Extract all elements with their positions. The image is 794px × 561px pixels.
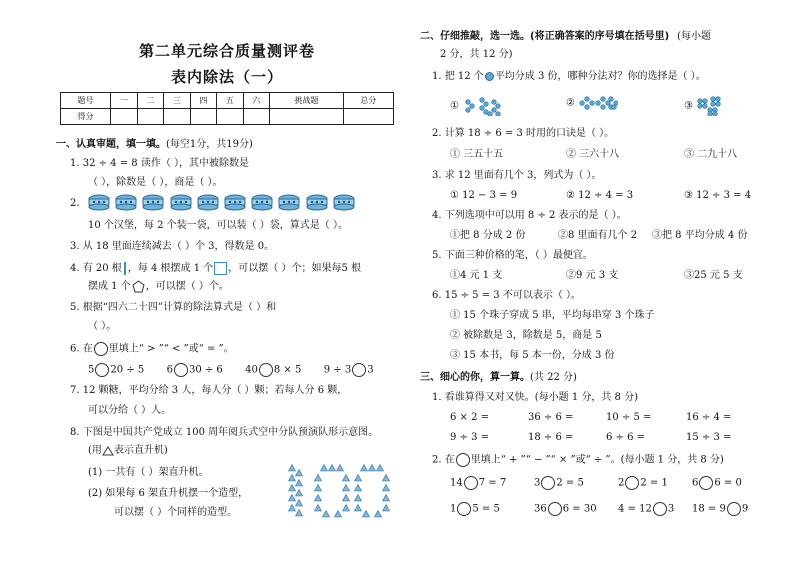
choice-3-option-2[interactable]: ② 12 ÷ 4 = 3 (566, 190, 634, 201)
calc-1-note: (每小题 1 分，共 8 分) (534, 392, 638, 403)
calc-2-title: 2. 在 (432, 454, 455, 466)
score-cell: 二 (137, 93, 164, 109)
calc-2-note: (每小题 1 分，共 8 分) (620, 454, 724, 466)
score-input-cell[interactable] (243, 109, 270, 125)
question-7-line-1: 7. 12 颗糖，平均分给 3 人，每人分（ ）颗；若每人分 6 颗， (70, 385, 348, 396)
score-input-cell[interactable] (190, 109, 217, 125)
answer-circle[interactable] (727, 502, 741, 516)
choice-6-text: 6. 15 ÷ 5 = 3 不可以表示（ ）。 (432, 290, 581, 301)
score-input-cell[interactable] (343, 109, 393, 125)
compare-value: 8 × 5 (273, 364, 302, 376)
hamburger-icon (115, 194, 137, 211)
helicopter-formation-diagram (286, 462, 390, 520)
choice-1-text (432, 70, 706, 84)
operand: 14 (450, 477, 463, 489)
operator-item[interactable] (450, 476, 506, 491)
hamburger-icon (306, 194, 328, 211)
operand: 9 (741, 503, 749, 515)
section-1-note: (每空1分，共19分) (166, 139, 253, 150)
section-2-heading (420, 30, 711, 44)
section-1-heading (56, 138, 253, 152)
calc-item[interactable]: 36 ÷ 6 = (528, 412, 574, 423)
choice-3-text: 3. 求 12 里面有几个 3，列式为（ ）。 (432, 170, 602, 181)
choice-3-option-1[interactable]: ① 12 − 3 = 9 (450, 190, 518, 201)
choice-4-option-1[interactable]: ①把 8 分成 2 份 (450, 230, 526, 241)
calc-1-heading (432, 391, 638, 405)
operand: 6 = 0 (714, 477, 742, 489)
compare-value: 40 (245, 364, 258, 376)
choice-2-option-3[interactable]: ③ 二九十八 (684, 149, 738, 160)
choice-1-label: 1. 把 12 个 (432, 71, 484, 82)
score-table-header-row (61, 93, 394, 109)
answer-circle[interactable] (699, 476, 713, 490)
question-2-number: 2. (70, 198, 80, 209)
answer-circle[interactable] (456, 453, 470, 467)
question-2-text: 10 个汉堡，每 2 个装一袋，可以装（ ）袋，算式是（ ）。 (88, 220, 348, 231)
section-3-title: 三、细心的你，算一算。 (420, 372, 530, 383)
question-4-text: ，每 4 根摆成 1 个 (127, 263, 214, 274)
score-input-cell[interactable] (111, 109, 138, 125)
choice-2-option-2[interactable]: ② 三六十八 (566, 149, 620, 160)
hamburger-icon (88, 194, 110, 211)
section-2-note-cont: 2 分，共 12 分) (440, 49, 513, 60)
operand: 6 = 30 (562, 503, 597, 515)
hamburger-icon (170, 194, 192, 211)
choice-1-option-1[interactable] (450, 96, 502, 116)
square-icon (214, 262, 227, 275)
answer-circle[interactable] (541, 476, 555, 490)
choice-1-label: 平均分成 3 份，哪种分法对？你的选择是（ ）。 (494, 71, 706, 82)
question-6-line-2 (88, 363, 374, 378)
question-8-sub-1: (1) 一共有（ ）架直升机。 (88, 467, 209, 478)
operand: 6 (692, 477, 699, 489)
calc-item[interactable]: 18 ÷ 6 = (528, 432, 574, 443)
answer-circle[interactable] (625, 476, 639, 490)
question-3: 3. 从 18 里面连续减去（ ）个 3，得数是 0。 (70, 241, 275, 252)
score-cell: 得分 (61, 109, 111, 125)
choice-5-option-3[interactable]: ③25 元 5 支 (684, 270, 743, 281)
section-2-instruction: (将正确答案的序号填在括号里) (530, 31, 670, 42)
hamburger-icon (251, 194, 273, 211)
score-cell: 六 (243, 93, 270, 109)
hamburger-icon (278, 194, 300, 211)
score-table (60, 92, 394, 125)
question-6-text: 里填上“ > ”“ < ”或“ = ”。 (108, 343, 234, 355)
hamburger-icon (142, 194, 164, 211)
answer-circle[interactable] (174, 363, 188, 377)
operand: 2 = 5 (556, 477, 584, 489)
answer-circle[interactable] (653, 502, 667, 516)
question-1-line-1: 1. 32 ÷ 4 = 8 读作（ ），其中被除数是 (70, 158, 249, 169)
operator-item[interactable] (618, 476, 668, 491)
question-4-text: 摆成 1 个 (88, 281, 131, 292)
question-8-text: (用 (88, 445, 102, 456)
score-cell: 三 (164, 93, 191, 109)
score-cell: 总分 (343, 93, 393, 109)
score-input-cell[interactable] (217, 109, 244, 125)
answer-circle[interactable] (548, 502, 562, 516)
calc-item[interactable]: 6 ÷ 6 = (606, 432, 646, 443)
question-8-line-1: 8. 下图是中国共产党成立 100 周年阅兵式空中分队预演队形示意图。 (70, 427, 379, 438)
exam-subtitle: 表内除法（一） (170, 68, 283, 86)
section-2-note: (每小题 (677, 31, 712, 42)
answer-circle[interactable] (259, 363, 273, 377)
question-8-line-2 (88, 444, 168, 458)
operand: 3 (667, 503, 675, 515)
score-cell: 五 (217, 93, 244, 109)
hamburger-icon (333, 194, 355, 211)
choice-4-option-2[interactable]: ②8 里面有几个 2 (558, 230, 638, 241)
score-cell: 一 (111, 93, 138, 109)
operand: 1 (450, 503, 457, 515)
choice-5-option-1[interactable]: ①4 元 1 支 (450, 270, 503, 281)
answer-circle[interactable] (352, 363, 366, 377)
operator-item[interactable] (692, 476, 742, 491)
answer-circle[interactable] (457, 502, 471, 516)
operator-item[interactable] (534, 476, 584, 491)
calc-1-title: 1. 看谁算得又对又快。 (432, 392, 535, 403)
choice-6-option-3[interactable]: ③ 15 本书，每 5 本一份，分成 3 份 (450, 350, 615, 361)
bead-groups-icon (578, 96, 618, 110)
operator-item[interactable] (534, 502, 597, 517)
pentagon-icon (132, 280, 145, 293)
choice-4-text: 4. 下列选项中可以用 8 ÷ 2 表示的是（ ）。 (432, 210, 627, 221)
answer-circle[interactable] (464, 476, 478, 490)
question-8-text: 表示直升机) (113, 445, 168, 456)
section-3-heading (420, 371, 577, 385)
question-4-line-1 (70, 262, 361, 276)
choice-1-option-2[interactable] (566, 96, 618, 111)
operand: 2 (618, 477, 625, 489)
operand: 4 = 12 (618, 503, 652, 515)
score-input-cell[interactable] (270, 109, 344, 125)
choice-5-text: 5. 下面三种价格的笔，（ ）最便宜。 (432, 250, 593, 261)
choice-1-option-3[interactable] (684, 96, 726, 116)
compare-value: 20 ÷ 5 (110, 364, 145, 376)
choice-6-option-1[interactable]: ① 15 个珠子穿成 5 串，平均每串穿 3 个珠子 (450, 310, 655, 321)
operator-item[interactable] (692, 502, 748, 517)
operand: 36 (534, 503, 547, 515)
helicopter-triangle-icon (102, 446, 114, 456)
choice-3-option-3[interactable]: ③ 12 ÷ 3 = 4 (684, 190, 752, 201)
question-4-text: ，可以摆（ ）个；如果每5 根 (228, 263, 361, 274)
choice-5-option-2[interactable]: ②9 元 3 支 (566, 270, 619, 281)
score-input-cell[interactable] (137, 109, 164, 125)
answer-circle[interactable] (95, 363, 109, 377)
operator-item[interactable] (618, 502, 674, 517)
operand: 3 (534, 477, 541, 489)
compare-value: 3 (367, 364, 374, 376)
question-8-sub-2: (2) 如果每 6 架直升机摆一个造型， (88, 488, 249, 499)
operand: 7 = 7 (478, 477, 507, 489)
exam-title: 第二单元综合质量测评卷 (138, 42, 315, 60)
compare-value: 5 (88, 364, 95, 376)
question-8-sub-2-cont: 可以摆（ ）个同样的造型。 (114, 507, 238, 518)
option-marker: ① (450, 100, 459, 112)
score-table-score-row (61, 109, 394, 125)
section-2-title: 二、仔细推敲，选一选。 (420, 31, 530, 42)
section-3-note: (共 22 分) (530, 372, 577, 383)
right-column (420, 0, 760, 561)
question-6-line-1 (70, 342, 234, 357)
left-column (58, 0, 396, 561)
section-1-title: 一、认真审题，填一填。 (56, 139, 166, 150)
score-cell: 题号 (61, 93, 111, 109)
compare-value: 30 ÷ 6 (188, 364, 223, 376)
score-cell: 挑战题 (270, 93, 344, 109)
operand: 2 = 1 (640, 477, 668, 489)
choice-6-option-2[interactable]: ② 被除数是 3，除数是 5，商是 5 (450, 330, 602, 341)
calc-item[interactable]: 15 ÷ 3 = (686, 432, 732, 443)
choice-4-option-3[interactable]: ③把 8 平均分成 4 份 (652, 230, 748, 241)
calc-item[interactable]: 6 × 2 = (450, 412, 490, 423)
option-marker: ③ (684, 100, 693, 112)
bead-groups-icon (696, 96, 726, 116)
operator-item[interactable] (450, 502, 500, 517)
question-6-text: 6. 在 (70, 343, 93, 355)
question-4-line-2 (88, 280, 229, 294)
score-cell: 四 (190, 93, 217, 109)
question-1-line-2: （ ），除数是（ ），商是（ ）。 (88, 177, 223, 188)
question-4-text: ，可以摆（ ）个。 (145, 281, 229, 292)
question-4-text: 4. 有 20 根 (70, 263, 122, 274)
operand: 18 = 9 (692, 503, 726, 515)
compare-value: 9 ÷ 3 (323, 364, 352, 376)
calc-2-title: 里填上“ + ”“ − ”“ × ”或“ ÷ ”。 (470, 454, 621, 466)
question-5-line-2: （ ）。 (88, 321, 117, 332)
bead-icon (484, 71, 495, 82)
hamburger-row (88, 194, 357, 211)
option-marker: ② (566, 97, 575, 109)
hamburger-icon (197, 194, 219, 211)
calc-item[interactable]: 16 ÷ 4 = (686, 412, 732, 423)
question-7-line-2: 可以分给（ ）人。 (88, 405, 172, 416)
answer-circle[interactable] (94, 342, 108, 356)
calc-item[interactable]: 10 ÷ 5 = (606, 412, 652, 423)
choice-2-text: 2. 计算 18 ÷ 6 = 3 时用的口诀是（ ）。 (432, 128, 615, 139)
question-5-line-1: 5. 根据“四六二十四”计算的除法算式是（ ）和 (70, 302, 277, 313)
hamburger-icon (224, 194, 246, 211)
compare-value: 6 (166, 364, 173, 376)
score-input-cell[interactable] (164, 109, 191, 125)
choice-2-option-1[interactable]: ① 三五十五 (450, 149, 504, 160)
operand: 5 = 5 (472, 503, 500, 515)
calc-2-heading (432, 453, 724, 468)
bead-groups-icon (462, 96, 502, 116)
calc-item[interactable]: 9 ÷ 3 = (450, 432, 490, 443)
